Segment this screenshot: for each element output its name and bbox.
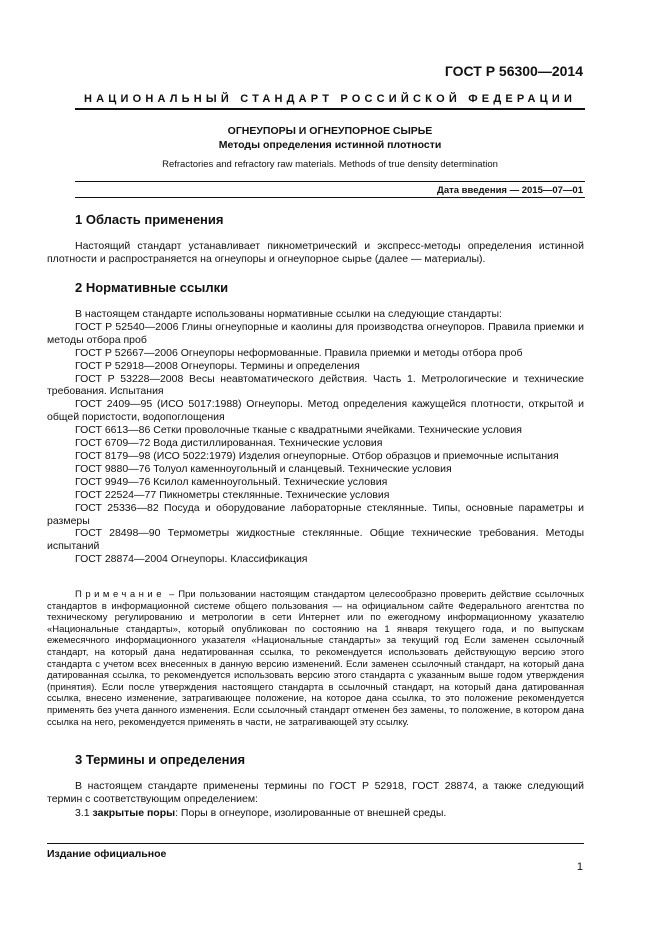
term-number: 3.1 <box>75 806 90 819</box>
standard-banner: НАЦИОНАЛЬНЫЙ СТАНДАРТ РОССИЙСКОЙ ФЕДЕРАЦИИ <box>83 93 577 105</box>
note-text: – При пользовании настоящим стандартом целесообразно проверить действие ссылочных стандартов в информационной системе общего пользования — на официальном сайте Федерального агентства по техническому регулированию и метрологии в сети Интернет или по ежегодному информационному указателю «Национальные стандарты», который опубликован по состоянию на 1 января текущего года, и по выпускам ежемесячного информационного указателя «Национальные стандарты» за текущий год Если заменен ссылочный стандарт, на который дана недатированная ссылка, то рекомендуется использовать действующую версию этого стандарта с учетом всех внесенных в данную версию изменений. Если заменен ссылочный стандарт, на который дана датированная ссылка, то рекомендуется использовать версию этого стандарта с указанным выше годом утверждения (принятия). Если после утверждения настоящего стандарта в ссылочный стандарт, на который дана датированная ссылка, внесено изменение, затрагивающее положение, на которое дана ссылка, то это положение рекомендуется применять без учета данного изменения. Если ссылочный стандарт отменен без замены, то положение, в котором дана ссылка на него, рекомендуется применять в части, не затрагивающей эту ссылку. <box>47 589 584 728</box>
footer-divider <box>47 843 584 844</box>
reference-item: ГОСТ 6613—86 Сетки проволочные тканые с квадратными ячейками. Технические условия <box>75 424 522 437</box>
title-ru-line2: Методы определения истинной плотности <box>218 139 442 151</box>
reference-item: ГОСТ 6709—72 Вода дистиллированная. Технические условия <box>75 437 383 450</box>
reference-item: ГОСТ Р 52918—2008 Огнеупоры. Термины и определения <box>75 359 360 372</box>
section-2-heading: 2 Нормативные ссылки <box>75 280 229 295</box>
section-3-paragraph: В настоящем стандарте применены термины по ГОСТ Р 52918, ГОСТ 28874, а также следующий термин с соответствующим определением: <box>47 780 584 806</box>
title-divider <box>75 181 585 182</box>
reference-item: ГОСТ 9880—76 Толуол каменноугольный и сланцевый. Технические условия <box>75 462 452 475</box>
section-1-paragraph: Настоящий стандарт устанавливает пикнометрический и экспресс-методы определения истинной плотности и распространяется на огнеупоры и огнеупорное сырье (далее — материалы). <box>47 240 584 266</box>
note-paragraph <box>47 589 584 728</box>
reference-item: ГОСТ 28498—90 Термометры жидкостные стеклянные. Общие технические требования. Методы испытаний <box>47 527 584 553</box>
references-intro: В настоящем стандарте использованы нормативные ссылки на следующие стандарты: <box>75 308 502 320</box>
section-3-body <box>47 780 584 820</box>
normative-references-list <box>47 308 584 566</box>
edition-label: Издание официальное <box>47 848 167 860</box>
introduction-date: Дата введения — 2015—07—01 <box>437 185 583 196</box>
title-ru-line1: ОГНЕУПОРЫ И ОГНЕУПОРНОЕ СЫРЬЕ <box>227 125 433 137</box>
references-note <box>47 589 584 728</box>
date-divider <box>75 197 585 198</box>
document-code: ГОСТ Р 56300—2014 <box>444 63 583 79</box>
section-3-heading: 3 Термины и определения <box>75 752 246 767</box>
term-name: закрытые поры <box>92 806 176 819</box>
reference-item: ГОСТ 9949—76 Ксилол каменноугольный. Технические условия <box>75 475 388 488</box>
page-number: 1 <box>576 861 583 873</box>
section-1-heading: 1 Область применения <box>75 212 224 227</box>
reference-item: ГОСТ 25336—82 Посуда и оборудование лабораторные стеклянные. Типы, основные параметры и размеры <box>47 501 584 527</box>
document-title <box>75 124 585 152</box>
reference-item: ГОСТ 2409—95 (ИСО 5017:1988) Огнеупоры. Метод определения кажущейся плотности, открытой и общей пористости, водопоглощения <box>47 398 584 424</box>
reference-item: ГОСТ 8179—98 (ИСО 5022:1979) Изделия огнеупорные. Отбор образцов и приемочные испытания <box>75 449 559 462</box>
reference-item: ГОСТ Р 52540—2006 Глины огнеупорные и каолины для производства огнеупоров. Правила приемки и методы отбора проб <box>47 320 584 346</box>
term-text: : Поры в огнеупоре, изолированные от внешней среды. <box>175 806 447 819</box>
reference-item: ГОСТ 28874—2004 Огнеупоры. Классификация <box>75 553 308 566</box>
reference-item: ГОСТ 22524—77 Пикнометры стеклянные. Технические условия <box>75 488 390 501</box>
section-1-body <box>47 240 584 267</box>
note-label: Примечание <box>75 589 165 600</box>
reference-item: ГОСТ Р 53228—2008 Весы неавтоматического действия. Часть 1. Метрологические и технические требования. Испытания <box>47 372 584 398</box>
header-divider <box>75 108 585 110</box>
term-definition <box>47 807 584 820</box>
reference-item: ГОСТ Р 52667—2006 Огнеупоры неформованные. Правила приемки и методы отбора проб <box>75 346 523 359</box>
title-en: Refractories and refractory raw materials. Methods of true density determination <box>162 159 498 170</box>
